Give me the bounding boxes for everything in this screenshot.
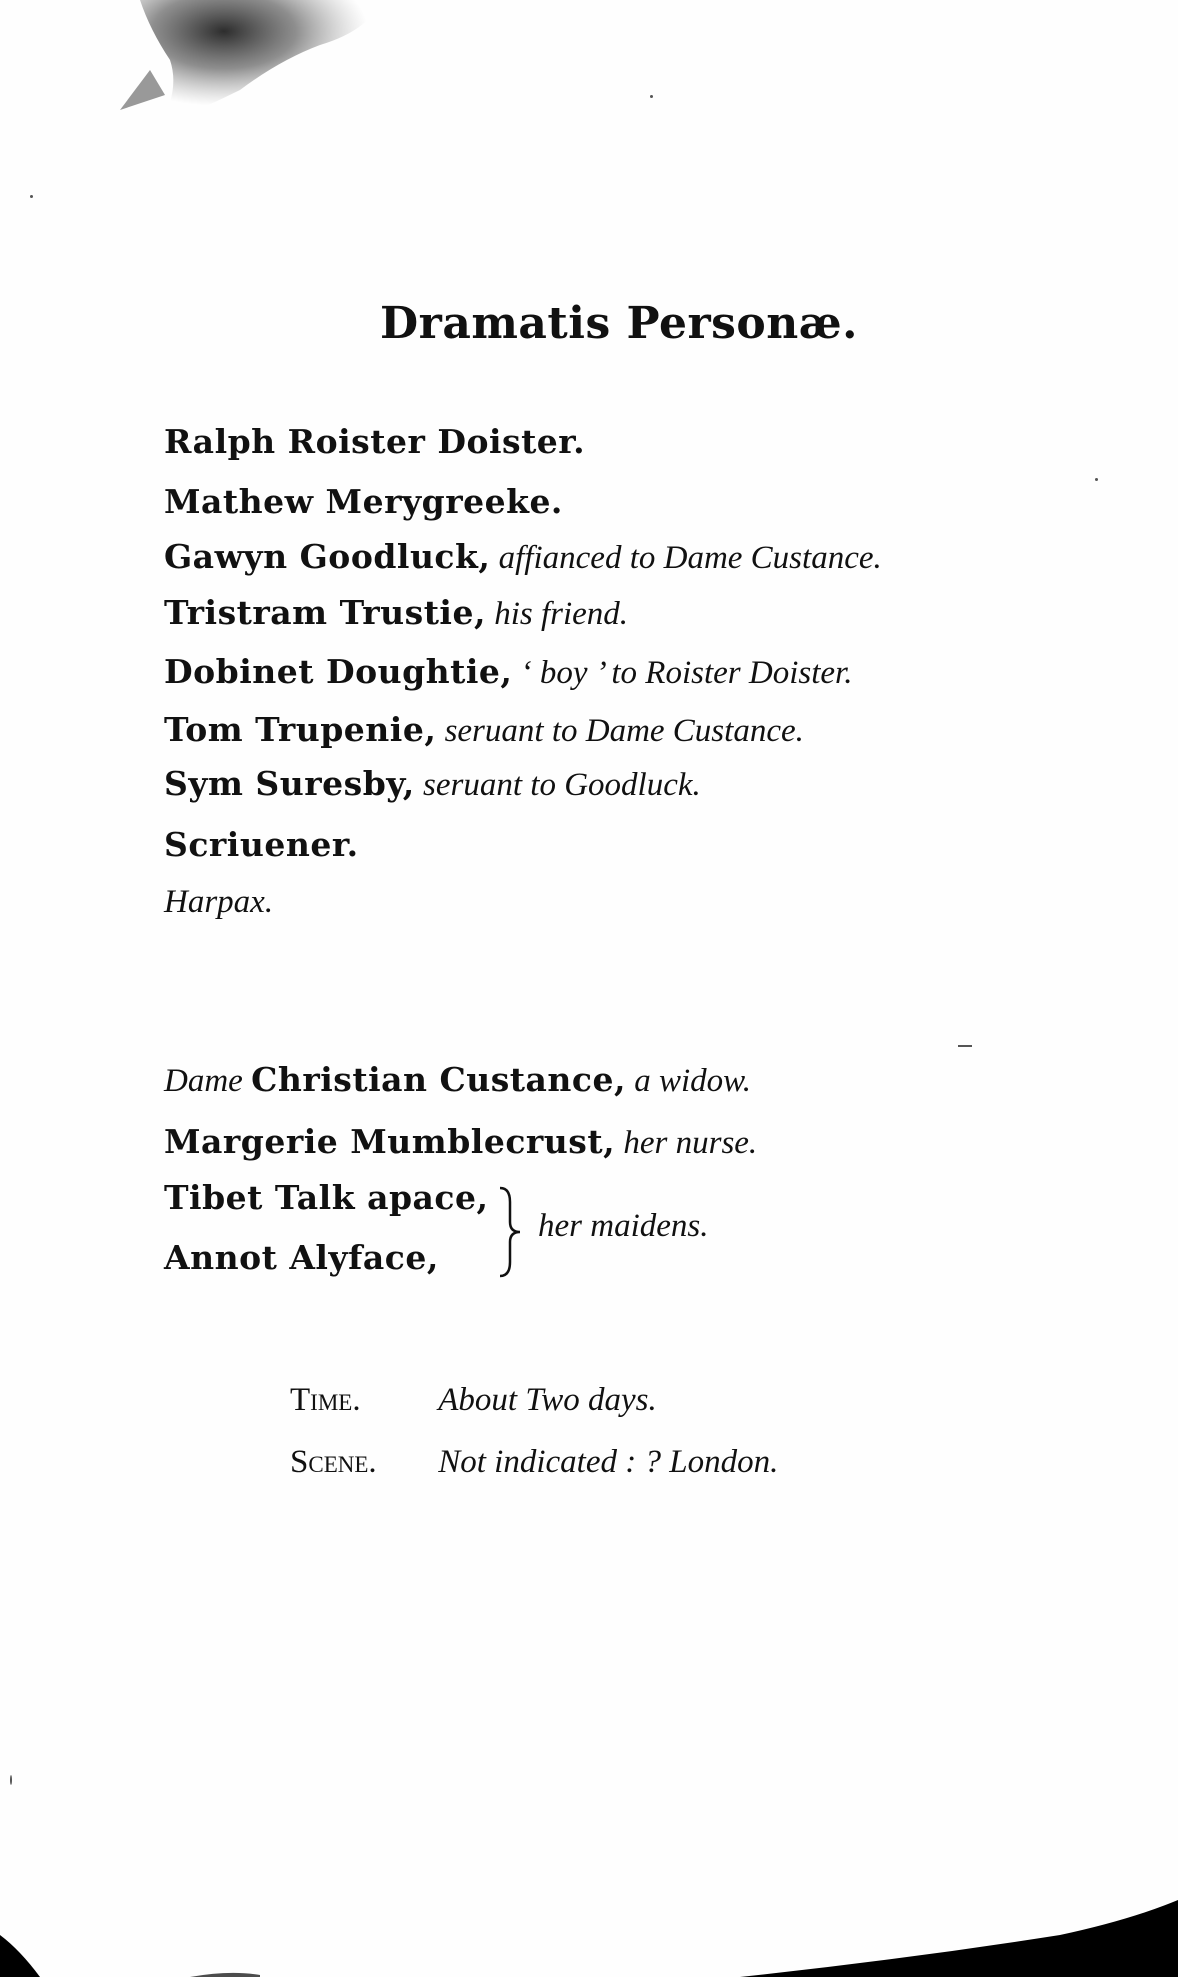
scan-speck — [30, 195, 33, 198]
character-entry — [164, 593, 628, 634]
character-name: Annot Alyface, — [164, 1238, 439, 1277]
character-prefix: Dame — [164, 1063, 243, 1099]
time-value: About Two days. — [438, 1382, 657, 1418]
character-name: Mathew Merygreeke. — [164, 482, 563, 521]
scene-value: Not indicated : ? London. — [438, 1444, 779, 1480]
character-description: her nurse. — [623, 1125, 758, 1161]
character-description: affianced to Dame Custance. — [498, 540, 882, 576]
character-description: ‘ boy ’ to Roister Doister. — [520, 655, 853, 691]
character-description: a widow. — [634, 1063, 751, 1099]
scan-speck — [958, 1045, 972, 1047]
character-name: Scriuener. — [164, 825, 359, 864]
scan-speck — [10, 1775, 12, 1785]
scan-speck — [1095, 478, 1098, 481]
character-name: Margerie Mumblecrust, — [164, 1122, 616, 1161]
character-entry — [164, 825, 359, 866]
maidens-group — [164, 1178, 864, 1288]
scan-shadow-bottom — [0, 1880, 1178, 1977]
character-description: seruant to Goodluck. — [423, 767, 701, 803]
scan-speck — [650, 95, 653, 98]
maidens-description: her maidens. — [538, 1208, 709, 1244]
character-name: Dobinet Doughtie, — [164, 652, 513, 691]
scene-line — [290, 1442, 778, 1482]
character-name: Sym Suresby, — [164, 764, 415, 803]
character-name: Christian Custance, — [251, 1060, 626, 1099]
character-entry — [164, 482, 563, 523]
page-title: Dramatis Personæ. — [380, 298, 858, 349]
character-entry — [164, 537, 882, 578]
character-entry — [164, 1122, 757, 1163]
character-entry — [164, 1060, 751, 1101]
character-name: Ralph Roister Doister. — [164, 422, 586, 461]
character-name: Tom Trupenie, — [164, 710, 437, 749]
time-line — [290, 1380, 657, 1420]
character-name: Gawyn Goodluck, — [164, 537, 491, 576]
scan-smudge-top — [120, 0, 440, 130]
character-entry — [164, 764, 701, 805]
scene-label: Scene. — [290, 1444, 377, 1480]
right-brace-icon — [496, 1182, 532, 1282]
character-entry — [164, 652, 852, 693]
time-label: Time. — [290, 1382, 361, 1418]
character-name: Tibet Talk apace, — [164, 1178, 489, 1217]
character-description: his friend. — [494, 596, 629, 632]
character-entry — [164, 1238, 439, 1279]
character-entry — [164, 710, 804, 751]
character-entry — [164, 1178, 488, 1219]
character-description: Harpax. — [164, 884, 274, 920]
character-entry — [164, 422, 585, 463]
character-entry — [164, 882, 273, 922]
character-description: seruant to Dame Custance. — [444, 713, 804, 749]
character-name: Tristram Trustie, — [164, 593, 486, 632]
